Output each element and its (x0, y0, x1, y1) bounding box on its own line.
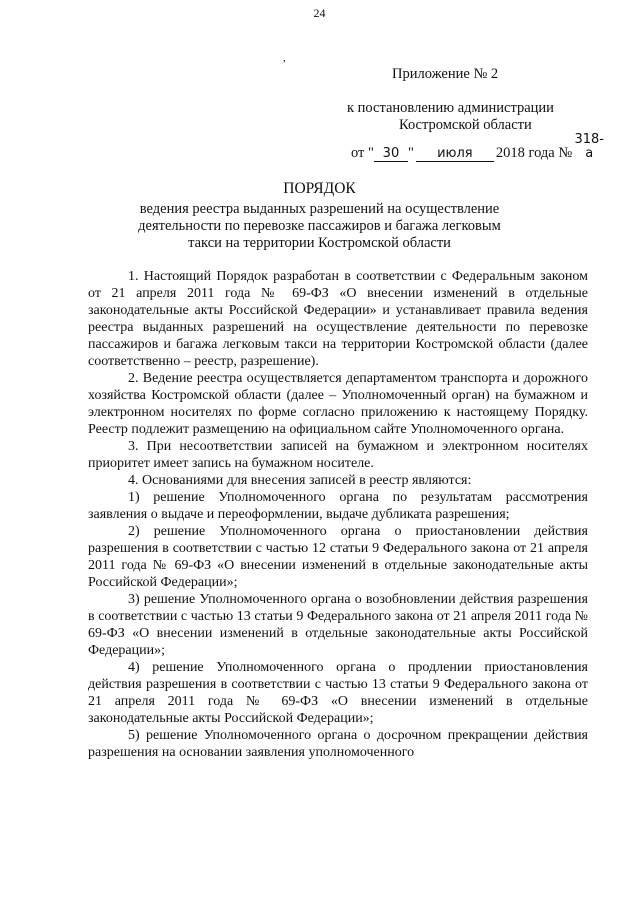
paragraph-2: 2. Ведение реестра осуществляется департаментом транспорта и дорожного хозяйства Костромской области (далее – Уполномоченный орган) на бумажном и электронном носителях по форме согласно приложению к настоящему Порядку. Реестр подлежит размещению на официальном сайте Уполномоченного органа. (88, 371, 588, 437)
title-line-2: деятельности по перевозке пассажиров и багажа легковым (138, 218, 501, 234)
title-line-3: такси на территории Костромской области (188, 235, 451, 251)
list-item-4: 4) решение Уполномоченного органа о продлении приостановления действия разрешения в соответствии с частью 13 статьи 9 Федерального закона от 21 апреля 2011 года № 69-ФЗ «О внесении изменений в отдельные законодательные акты Российской Федерации»; (88, 660, 588, 726)
decree-date-line (0, 133, 639, 162)
decree-number: 318-а (574, 132, 604, 161)
title-main: ПОРЯДОК (283, 180, 356, 197)
stray-mark: , (283, 52, 286, 64)
decree-quote-close: " (407, 145, 414, 161)
title-line-1: ведения реестра выданных разрешений на осуществление (139, 201, 500, 217)
list-item-2: 2) решение Уполномоченного органа о приостановлении действия разрешения в соответствии с частью 12 статьи 9 Федерального закона от 21 апреля 2011 года № 69-ФЗ «О внесении изменений в отдельные законодательные акты Российской Федерации»; (88, 524, 588, 590)
page-number: 24 (313, 6, 326, 20)
decree-month: июля (416, 147, 494, 162)
list-item-5: 5) решение Уполномоченного органа о досрочном прекращении действия разрешения на основании заявления уполномоченного (88, 728, 588, 760)
list-item-1: 1) решение Уполномоченного органа по результатам рассмотрения заявления о выдаче и переоформлении, выдаче дубликата разрешения; (88, 490, 588, 522)
decree-day: 30 (374, 147, 408, 162)
body-text (88, 268, 588, 761)
list-item-3: 3) решение Уполномоченного органа о возобновлении действия разрешения в соответствии с частью 13 статьи 9 Федерального закона от 21 апреля 2011 года № 69-ФЗ «О внесении изменений в отдельные законодательные акты Российской Федерации»; (88, 592, 588, 658)
paragraph-1: 1. Настоящий Порядок разработан в соответствии с Федеральным законом от 21 апреля 2011 года № 69-ФЗ «О внесении изменений в отдельные законодательные акты Российской Федерации» и устанавливает правила ведения реестра выданных разрешений на осуществление деятельности по перевозке пассажиров и багажа легковым такси на территории Костромской области (далее соответственно – реестр, разрешение). (88, 269, 588, 369)
decree-line-1: к постановлению администрации (347, 100, 554, 116)
paragraph-3: 3. При несоответствии записей на бумажном и электронном носителях приоритет имеет запись на бумажном носителе. (88, 439, 588, 471)
decree-year: 2018 года № (495, 145, 573, 161)
appendix-label: Приложение № 2 (392, 66, 499, 82)
document-title (0, 180, 639, 252)
decree-line-2: Костромской области (399, 116, 532, 133)
paragraph-4: 4. Основаниями для внесения записей в реестр являются: (128, 473, 472, 488)
decree-reference (0, 100, 639, 162)
decree-prefix: от " (351, 145, 374, 161)
